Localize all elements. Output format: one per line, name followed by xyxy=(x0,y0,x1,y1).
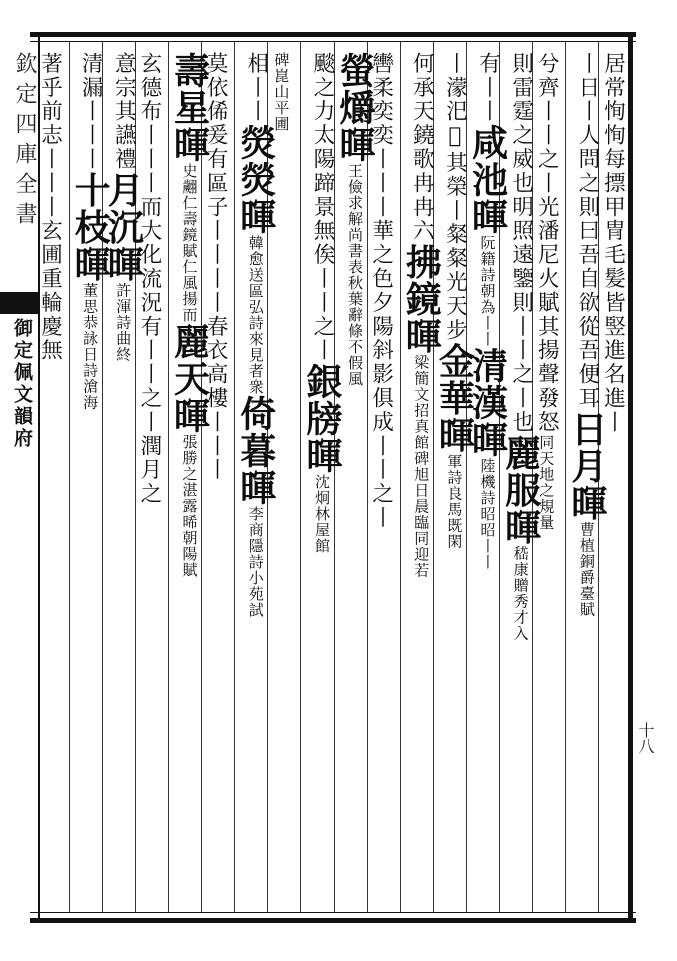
headword: 麗服暉 xyxy=(499,434,542,546)
column-rule xyxy=(234,42,235,912)
column-rule xyxy=(400,42,401,912)
edge-title: 欽定四庫全書 xyxy=(12,52,37,232)
text-column xyxy=(602,52,624,434)
body-text: 居常恂恂每摽甲冑毛髪皆竪進名進丨 xyxy=(600,52,626,435)
citation: 韓愈送區弘詩來見者衆 xyxy=(246,234,265,395)
body-text: 玄德布丨丨丨而大化流 xyxy=(136,52,162,291)
text-column xyxy=(39,52,61,363)
citation: 梁簡文招真館碑旭日晨臨同迎若 xyxy=(412,354,431,579)
bottom-border-inner xyxy=(30,912,636,913)
column-rule xyxy=(69,42,70,912)
body-text: 意宗其讌禮 xyxy=(111,52,137,172)
headword: 麗天暉 xyxy=(168,323,211,434)
text-column xyxy=(300,52,343,554)
column-rule xyxy=(565,42,566,912)
body-text: 何承天鐃歌冉冉六 xyxy=(409,52,435,244)
citation: 同天地之規量 xyxy=(537,434,556,531)
citation: 曹植銅爵臺賦 xyxy=(577,521,596,618)
text-column xyxy=(400,52,443,579)
headword: 倚暮暉 xyxy=(234,394,277,506)
body-text: 丨丨丨玄圃重輪慶無 xyxy=(37,147,63,363)
text-column xyxy=(271,52,293,132)
citation: 史翽仁壽鏡賦仁風揚而 xyxy=(180,163,199,323)
spine-title: 御定佩文韻府 xyxy=(11,318,33,450)
body-text: 相丨丨 xyxy=(243,52,269,124)
body-text: 丨濛汜𥪡其榮 xyxy=(442,52,468,199)
citation: 李商隱詩小苑試 xyxy=(246,505,265,618)
spine-mark xyxy=(0,292,40,314)
text-column xyxy=(69,52,112,411)
headword: 拂鏡暉 xyxy=(400,243,443,355)
text-column xyxy=(565,52,608,618)
headword: 清漢暉 xyxy=(466,346,509,458)
body-text: 莫依俙爰有區子丨丨丨丨 xyxy=(203,52,229,315)
body-text: 春衣高樓丨丨丨 xyxy=(203,314,229,483)
bottom-border xyxy=(30,918,636,923)
citation: 董思恭詠日詩滄海 xyxy=(81,282,100,411)
headword: 銀牓暉 xyxy=(300,362,343,474)
text-column xyxy=(466,52,509,570)
body-text: 有丨丨 xyxy=(475,52,501,124)
body-text: 轡柔奕奕丨丨丨 xyxy=(368,52,394,220)
text-column xyxy=(334,52,377,387)
column-rule xyxy=(300,42,301,912)
citation: 嵇康贈秀才入 xyxy=(511,545,530,642)
top-border xyxy=(30,32,636,37)
headword: 熒熒暉 xyxy=(234,123,277,235)
citation: 王儉求解尚書表秋葉辭條不假風 xyxy=(346,163,365,387)
text-column xyxy=(168,52,211,578)
body-text: 丨日丨人問之則曰吾自欲從吾便耳 xyxy=(574,52,600,411)
body-text: 兮齊丨丨之丨光潘尼火賦其揚聲發怒 xyxy=(534,52,560,435)
headword: 金華暉 xyxy=(433,342,476,454)
headword: 咸池暉 xyxy=(466,123,509,235)
citation: 陸機詩昭昭丨丨 xyxy=(478,457,497,570)
headword: 十枝暉 xyxy=(69,171,112,283)
citation: 軍詩良馬既閑 xyxy=(445,453,464,550)
headword: 螢爝暉 xyxy=(334,52,377,163)
text-column xyxy=(234,52,277,618)
body-text: 況有丨丨之丨潤月之 xyxy=(136,291,162,507)
body-text: 清漏丨丨丨 xyxy=(78,52,104,172)
headword: 日月暉 xyxy=(565,410,608,522)
headword: 壽星暉 xyxy=(168,52,211,163)
citation: 碑崑山平圃 xyxy=(272,52,291,132)
citation: 許渾詩曲終 xyxy=(114,282,133,363)
column-rule xyxy=(168,42,169,912)
body-text: 則雷霆之威也明照遠鑒則丨丨之丨也 xyxy=(508,52,534,435)
body-text: 華之色夕陽斜影俱成丨丨之丨 xyxy=(368,219,394,531)
citation: 阮籍詩朝為丨丨 xyxy=(478,234,497,347)
citation: 沈炯林屋館 xyxy=(312,473,331,554)
body-text: 著乎前志 xyxy=(37,52,63,148)
body-text: 丨粲粲光天步 xyxy=(442,198,468,343)
page-number: 十八 xyxy=(636,722,655,754)
body-text: 颷之力太陽蹄景無俟丨丨之丨 xyxy=(309,52,335,363)
right-border xyxy=(628,32,633,923)
citation: 張勝之湛露晞朝陽賦 xyxy=(180,434,199,578)
headword: 月沉暉 xyxy=(102,171,145,283)
